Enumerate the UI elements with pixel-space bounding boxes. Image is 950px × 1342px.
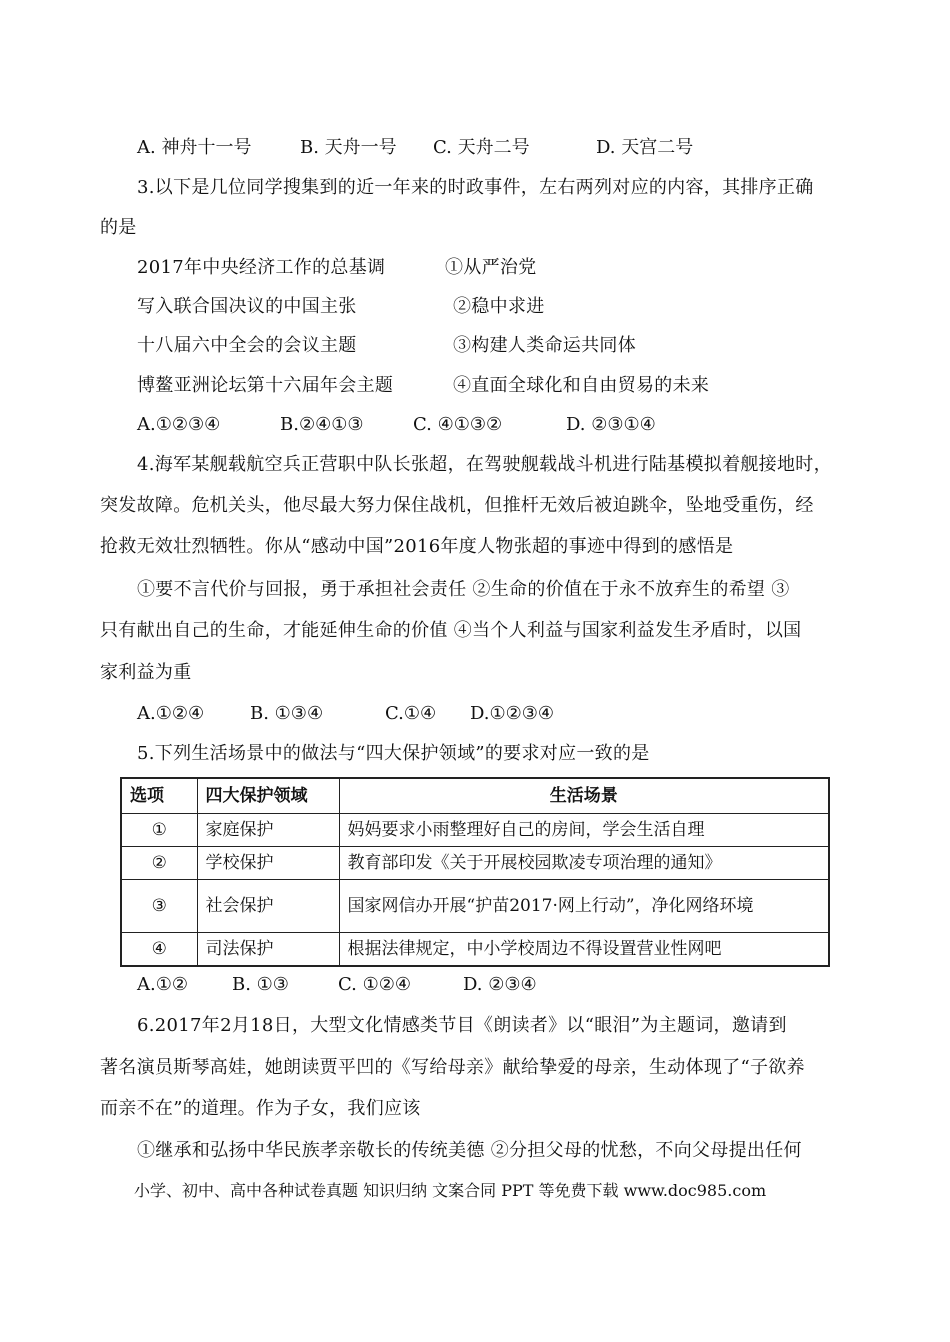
q4-line: 突发故障。危机关头，他尽最大努力保住战机，但推杆无效后被迫跳伞，坠地受重伤，经 (100, 495, 814, 516)
q5-option-b: B. ①③ (232, 974, 289, 995)
q3-row-left: 写入联合国决议的中国主张 (137, 296, 357, 317)
q3-row-left: 2017年中央经济工作的总基调 (137, 257, 386, 278)
cell-scene: 根据法律规定，中小学校周边不得设置营业性网吧 (339, 933, 829, 967)
page-footer: 小学、初中、高中各种试卷真题 知识归纳 文案合同 PPT 等免费下载 www.doc985.com (134, 1181, 767, 1200)
q3-option-d: D. ②③①④ (566, 414, 656, 435)
cell-option: ③ (121, 880, 197, 933)
column-header-scene: 生活场景 (339, 778, 829, 814)
table-row (121, 847, 829, 880)
q4-option-c: C.①④ (385, 703, 437, 724)
q6-line: ①继承和弘扬中华民族孝亲敬长的传统美德 ②分担父母的忧愁，不向父母提出任何 (137, 1140, 802, 1161)
q2-option-b: B. 天舟一号 (300, 137, 397, 158)
cell-option: ④ (121, 933, 197, 967)
q4-line: ①要不言代价与回报，勇于承担社会责任 ②生命的价值在于永不放弃生的希望 ③ (137, 579, 790, 600)
cell-domain: 家庭保护 (197, 814, 339, 847)
table-row (121, 880, 829, 933)
q3-option-a: A.①②③④ (137, 414, 221, 435)
q4-option-a: A.①②④ (137, 703, 205, 724)
q5-option-a: A.①② (137, 974, 188, 995)
table-row (121, 814, 829, 847)
q6-line: 6.2017年2月18日，大型文化情感类节目《朗读者》以“眼泪”为主题词，邀请到 (137, 1015, 787, 1036)
cell-option: ① (121, 814, 197, 847)
q5-table (120, 777, 830, 967)
q3-row-right: ①从严治党 (445, 257, 537, 278)
q5-option-d: D. ②③④ (463, 974, 537, 995)
q4-line: 4.海军某舰载航空兵正营职中队长张超，在驾驶舰载战斗机进行陆基模拟着舰接地时， (137, 454, 832, 475)
column-header-domain: 四大保护领域 (197, 778, 339, 814)
cell-domain: 社会保护 (197, 880, 339, 933)
q3-row-right: ③构建人类命运共同体 (453, 335, 636, 356)
q3-row-left: 博鳌亚洲论坛第十六届年会主题 (137, 375, 394, 396)
q4-option-d: D.①②③④ (470, 703, 555, 724)
table-header-row (121, 778, 829, 814)
column-header-option: 选项 (121, 778, 197, 814)
q3-stem-line-2: 的是 (100, 217, 137, 238)
q4-line: 抢救无效壮烈牺牲。你从“感动中国”2016年度人物张超的事迹中得到的感悟是 (100, 536, 734, 557)
q5-stem: 5.下列生活场景中的做法与“四大保护领域”的要求对应一致的是 (137, 743, 650, 764)
cell-option: ② (121, 847, 197, 880)
q2-option-a: A. 神舟十一号 (137, 137, 252, 158)
q3-row-right: ④直面全球化和自由贸易的未来 (453, 375, 710, 396)
table-row (121, 933, 829, 967)
cell-scene: 教育部印发《关于开展校园欺凌专项治理的通知》 (339, 847, 829, 880)
q3-row-right: ②稳中求进 (453, 296, 545, 317)
q2-option-d: D. 天宫二号 (596, 137, 694, 158)
q4-option-b: B. ①③④ (250, 703, 324, 724)
q4-line: 只有献出自己的生命，才能延伸生命的价值 ④当个人利益与国家利益发生矛盾时，以国 (100, 620, 802, 641)
cell-scene: 妈妈要求小雨整理好自己的房间，学会生活自理 (339, 814, 829, 847)
cell-scene: 国家网信办开展“护苗2017·网上行动”，净化网络环境 (339, 880, 829, 933)
q3-row-left: 十八届六中全会的会议主题 (137, 335, 357, 356)
q2-option-c: C. 天舟二号 (433, 137, 530, 158)
cell-domain: 学校保护 (197, 847, 339, 880)
cell-domain: 司法保护 (197, 933, 339, 967)
q3-stem-line-1: 3.以下是几位同学搜集到的近一年来的时政事件，左右两列对应的内容，其排序正确 (137, 177, 814, 198)
q6-line: 而亲不在”的道理。作为子女，我们应该 (100, 1098, 421, 1119)
q4-line: 家利益为重 (100, 662, 192, 683)
q6-line: 著名演员斯琴高娃，她朗读贾平凹的《写给母亲》献给挚爱的母亲，生动体现了“子欲养 (100, 1057, 805, 1078)
q3-option-b: B.②④①③ (280, 414, 364, 435)
q5-option-c: C. ①②④ (338, 974, 411, 995)
q3-option-c: C. ④①③② (413, 414, 503, 435)
